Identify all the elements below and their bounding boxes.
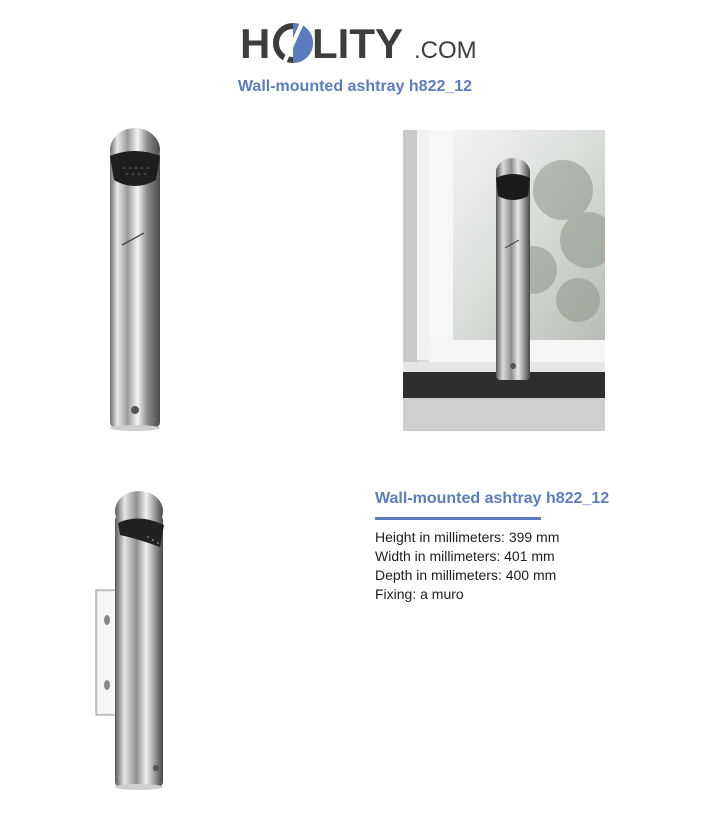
spec-section [375,490,675,604]
spec-depth: Depth in millimeters: 400 mm [375,567,557,583]
spec-width: Width in millimeters: 401 mm [375,548,555,564]
spec-height: Height in millimeters: 399 mm [375,529,560,545]
ashtray-side-bracket-photo [86,485,186,795]
svg-text:.COM: .COM [414,37,477,64]
holity-logo-image [240,18,490,70]
holity-logo [240,18,490,70]
ashtray-front-photo [92,120,182,438]
spec-title: Wall-mounted ashtray h822_12 [375,490,610,507]
page-title: Wall-mounted ashtray h822_12 [237,78,473,95]
svg-text:LITY: LITY [312,20,403,67]
ashtray-window-photo [403,130,605,431]
spec-fixing: Fixing: a muro [375,586,464,602]
svg-text:H: H [240,20,271,67]
spec-divider [375,517,541,520]
